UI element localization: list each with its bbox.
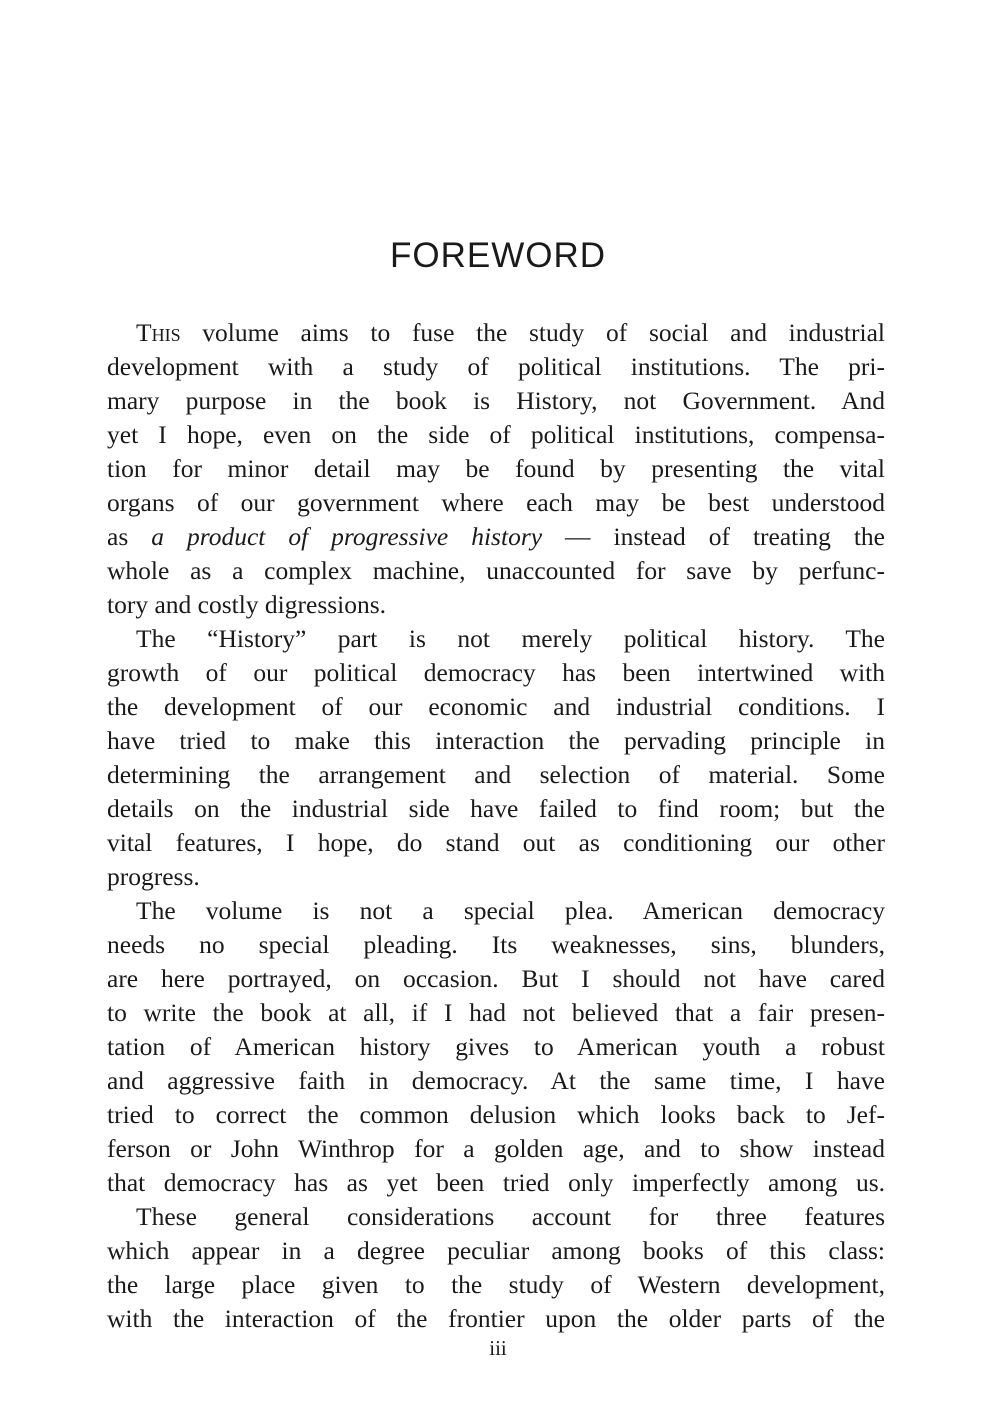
text-line: needs no special pleading. Its weaknesses, sins, blunders, bbox=[107, 930, 885, 959]
page-title: FOREWORD bbox=[389, 236, 607, 275]
text-line: tation of American history gives to American youth a robust bbox=[107, 1032, 885, 1061]
line-text: — instead of treating the bbox=[542, 522, 885, 551]
text-line: progress. bbox=[107, 862, 200, 891]
text-line: ferson or John Winthrop for a golden age, and to show instead bbox=[107, 1134, 885, 1163]
emphasis-text: a product of progressive history bbox=[151, 522, 543, 551]
line-text: as bbox=[107, 522, 152, 551]
text-line: with the interaction of the frontier upon the older parts of the bbox=[107, 1304, 885, 1333]
small-caps-word: This bbox=[136, 318, 181, 347]
text-line: details on the industrial side have failed to find room; but the bbox=[107, 794, 885, 823]
text-line bbox=[107, 520, 885, 554]
text-line: are here portrayed, on occasion. But I should not have cared bbox=[107, 964, 885, 993]
text-line: tion for minor detail may be found by presenting the vital bbox=[107, 454, 885, 483]
foreword-text bbox=[107, 316, 885, 1336]
text-line: tried to correct the common delusion which looks back to Jef- bbox=[107, 1100, 885, 1129]
text-line: mary purpose in the book is History, not Government. And bbox=[107, 386, 885, 415]
text-line: yet I hope, even on the side of political institutions, compensa- bbox=[107, 420, 885, 449]
line-text: volume aims to fuse the study of social and industrial bbox=[180, 318, 885, 347]
text-line: have tried to make this interaction the pervading principle in bbox=[107, 726, 885, 755]
text-line: growth of our political democracy has been intertwined with bbox=[107, 658, 885, 687]
text-line: organs of our government where each may be best understood bbox=[107, 488, 885, 517]
text-line: The volume is not a special plea. American democracy bbox=[136, 896, 885, 925]
text-line: These general considerations account for three features bbox=[136, 1202, 885, 1231]
text-line: vital features, I hope, do stand out as conditioning our other bbox=[107, 828, 885, 857]
text-line: which appear in a degree peculiar among books of this class: bbox=[107, 1236, 885, 1265]
text-line: determining the arrangement and selection of material. Some bbox=[107, 760, 885, 789]
text-line: the development of our economic and industrial conditions. I bbox=[107, 692, 885, 721]
page-number: iii bbox=[489, 1336, 507, 1360]
text-line: whole as a complex machine, unaccounted for save by perfunc- bbox=[107, 556, 885, 585]
text-line: the large place given to the study of Western development, bbox=[107, 1270, 885, 1299]
text-line: development with a study of political institutions. The pri- bbox=[107, 352, 885, 381]
text-line: to write the book at all, if I had not believed that a fair presen- bbox=[107, 998, 885, 1027]
text-line: that democracy has as yet been tried only imperfectly among us. bbox=[107, 1168, 885, 1197]
text-line: tory and costly digressions. bbox=[107, 590, 387, 619]
text-line bbox=[107, 316, 885, 350]
text-line: The “History” part is not merely political history. The bbox=[136, 624, 885, 653]
text-line: and aggressive faith in democracy. At the same time, I have bbox=[107, 1066, 885, 1095]
